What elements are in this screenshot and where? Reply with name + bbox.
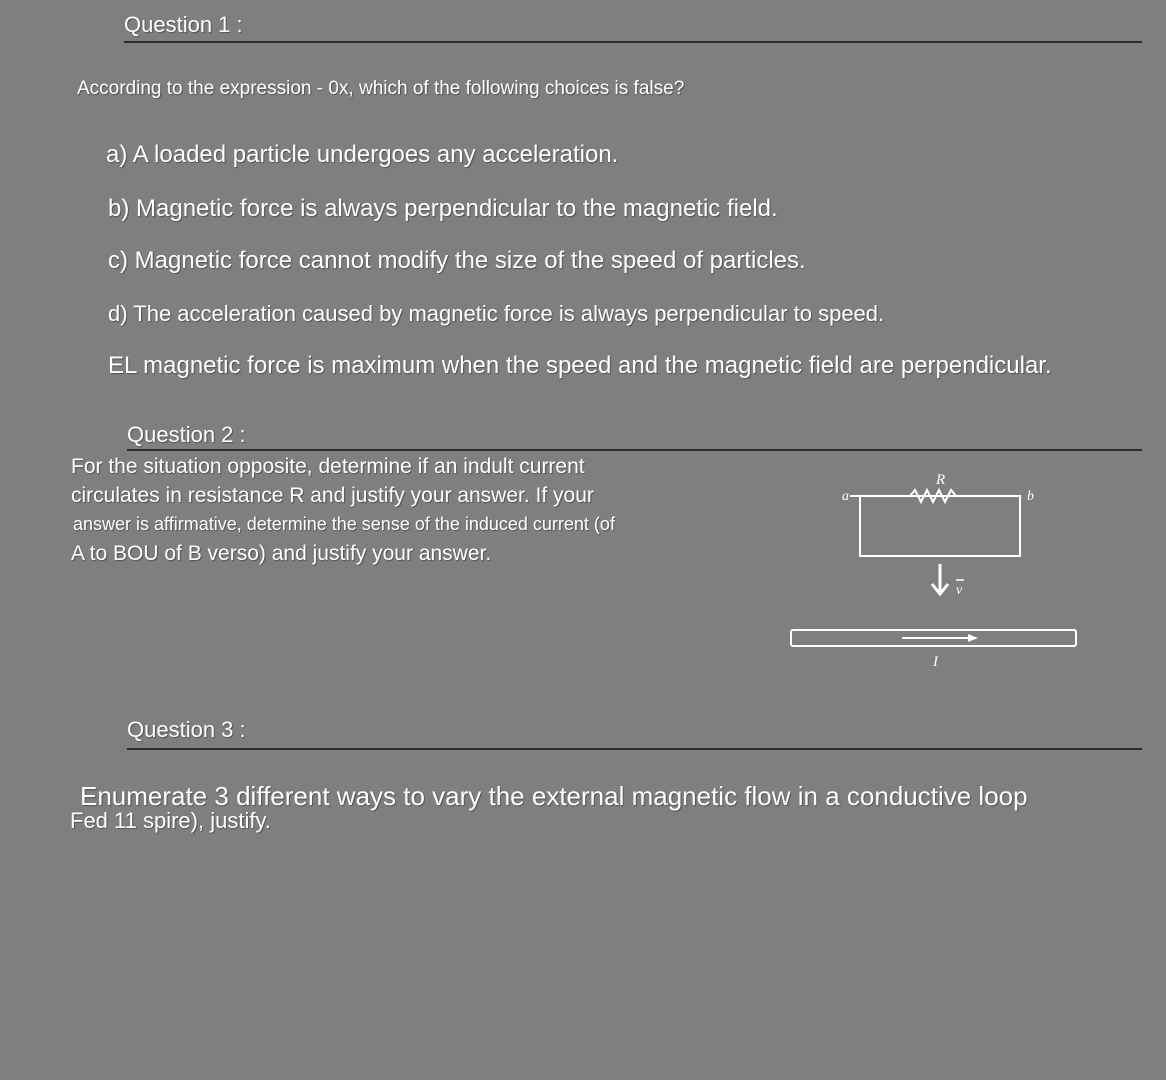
question3-line-2: Fed 11 spire), justify. [70, 808, 271, 833]
question1-divider [124, 41, 1142, 43]
choice-d: d) The acceleration caused by magnetic force is always perpendicular to speed. [108, 301, 885, 326]
circuit-diagram [780, 460, 1100, 680]
label-v: v [956, 583, 963, 598]
choice-c: c) Magnetic force cannot modify the size of the speed of particles. [108, 247, 806, 274]
label-b: b [1027, 489, 1034, 504]
current-arrow-icon [902, 634, 978, 642]
question2-line-3: answer is affirmative, determine the sense of the induced current (of [73, 514, 615, 534]
question2-line-2: circulates in resistance R and justify your answer. If your [71, 484, 594, 507]
label-i: I [933, 654, 938, 670]
question3-title: Question 3 : [127, 717, 246, 742]
question1-prompt: According to the expression - 0x, which of the following choices is false? [77, 78, 685, 99]
question1-title: Question 1 : [124, 12, 243, 37]
circuit-loop [860, 496, 1020, 556]
choice-b: b) Magnetic force is always perpendicular to the magnetic field. [108, 195, 778, 222]
question3-divider [127, 748, 1142, 750]
question2-divider [127, 449, 1142, 451]
question2-title: Question 2 : [127, 422, 246, 447]
label-r: R [936, 472, 946, 488]
question3-line-1: Enumerate 3 different ways to vary the external magnetic flow in a conductive loop [80, 781, 1028, 811]
choice-a: a) A loaded particle undergoes any acceleration. [106, 141, 619, 168]
question2-line-1: For the situation opposite, determine if an indult current [71, 455, 585, 478]
label-a: a [842, 489, 849, 504]
question2-line-4: A to BOU of B verso) and justify your answer. [71, 542, 492, 565]
choice-e: EL magnetic force is maximum when the speed and the magnetic field are perpendicular. [108, 352, 1052, 379]
velocity-arrow-icon [932, 564, 948, 594]
